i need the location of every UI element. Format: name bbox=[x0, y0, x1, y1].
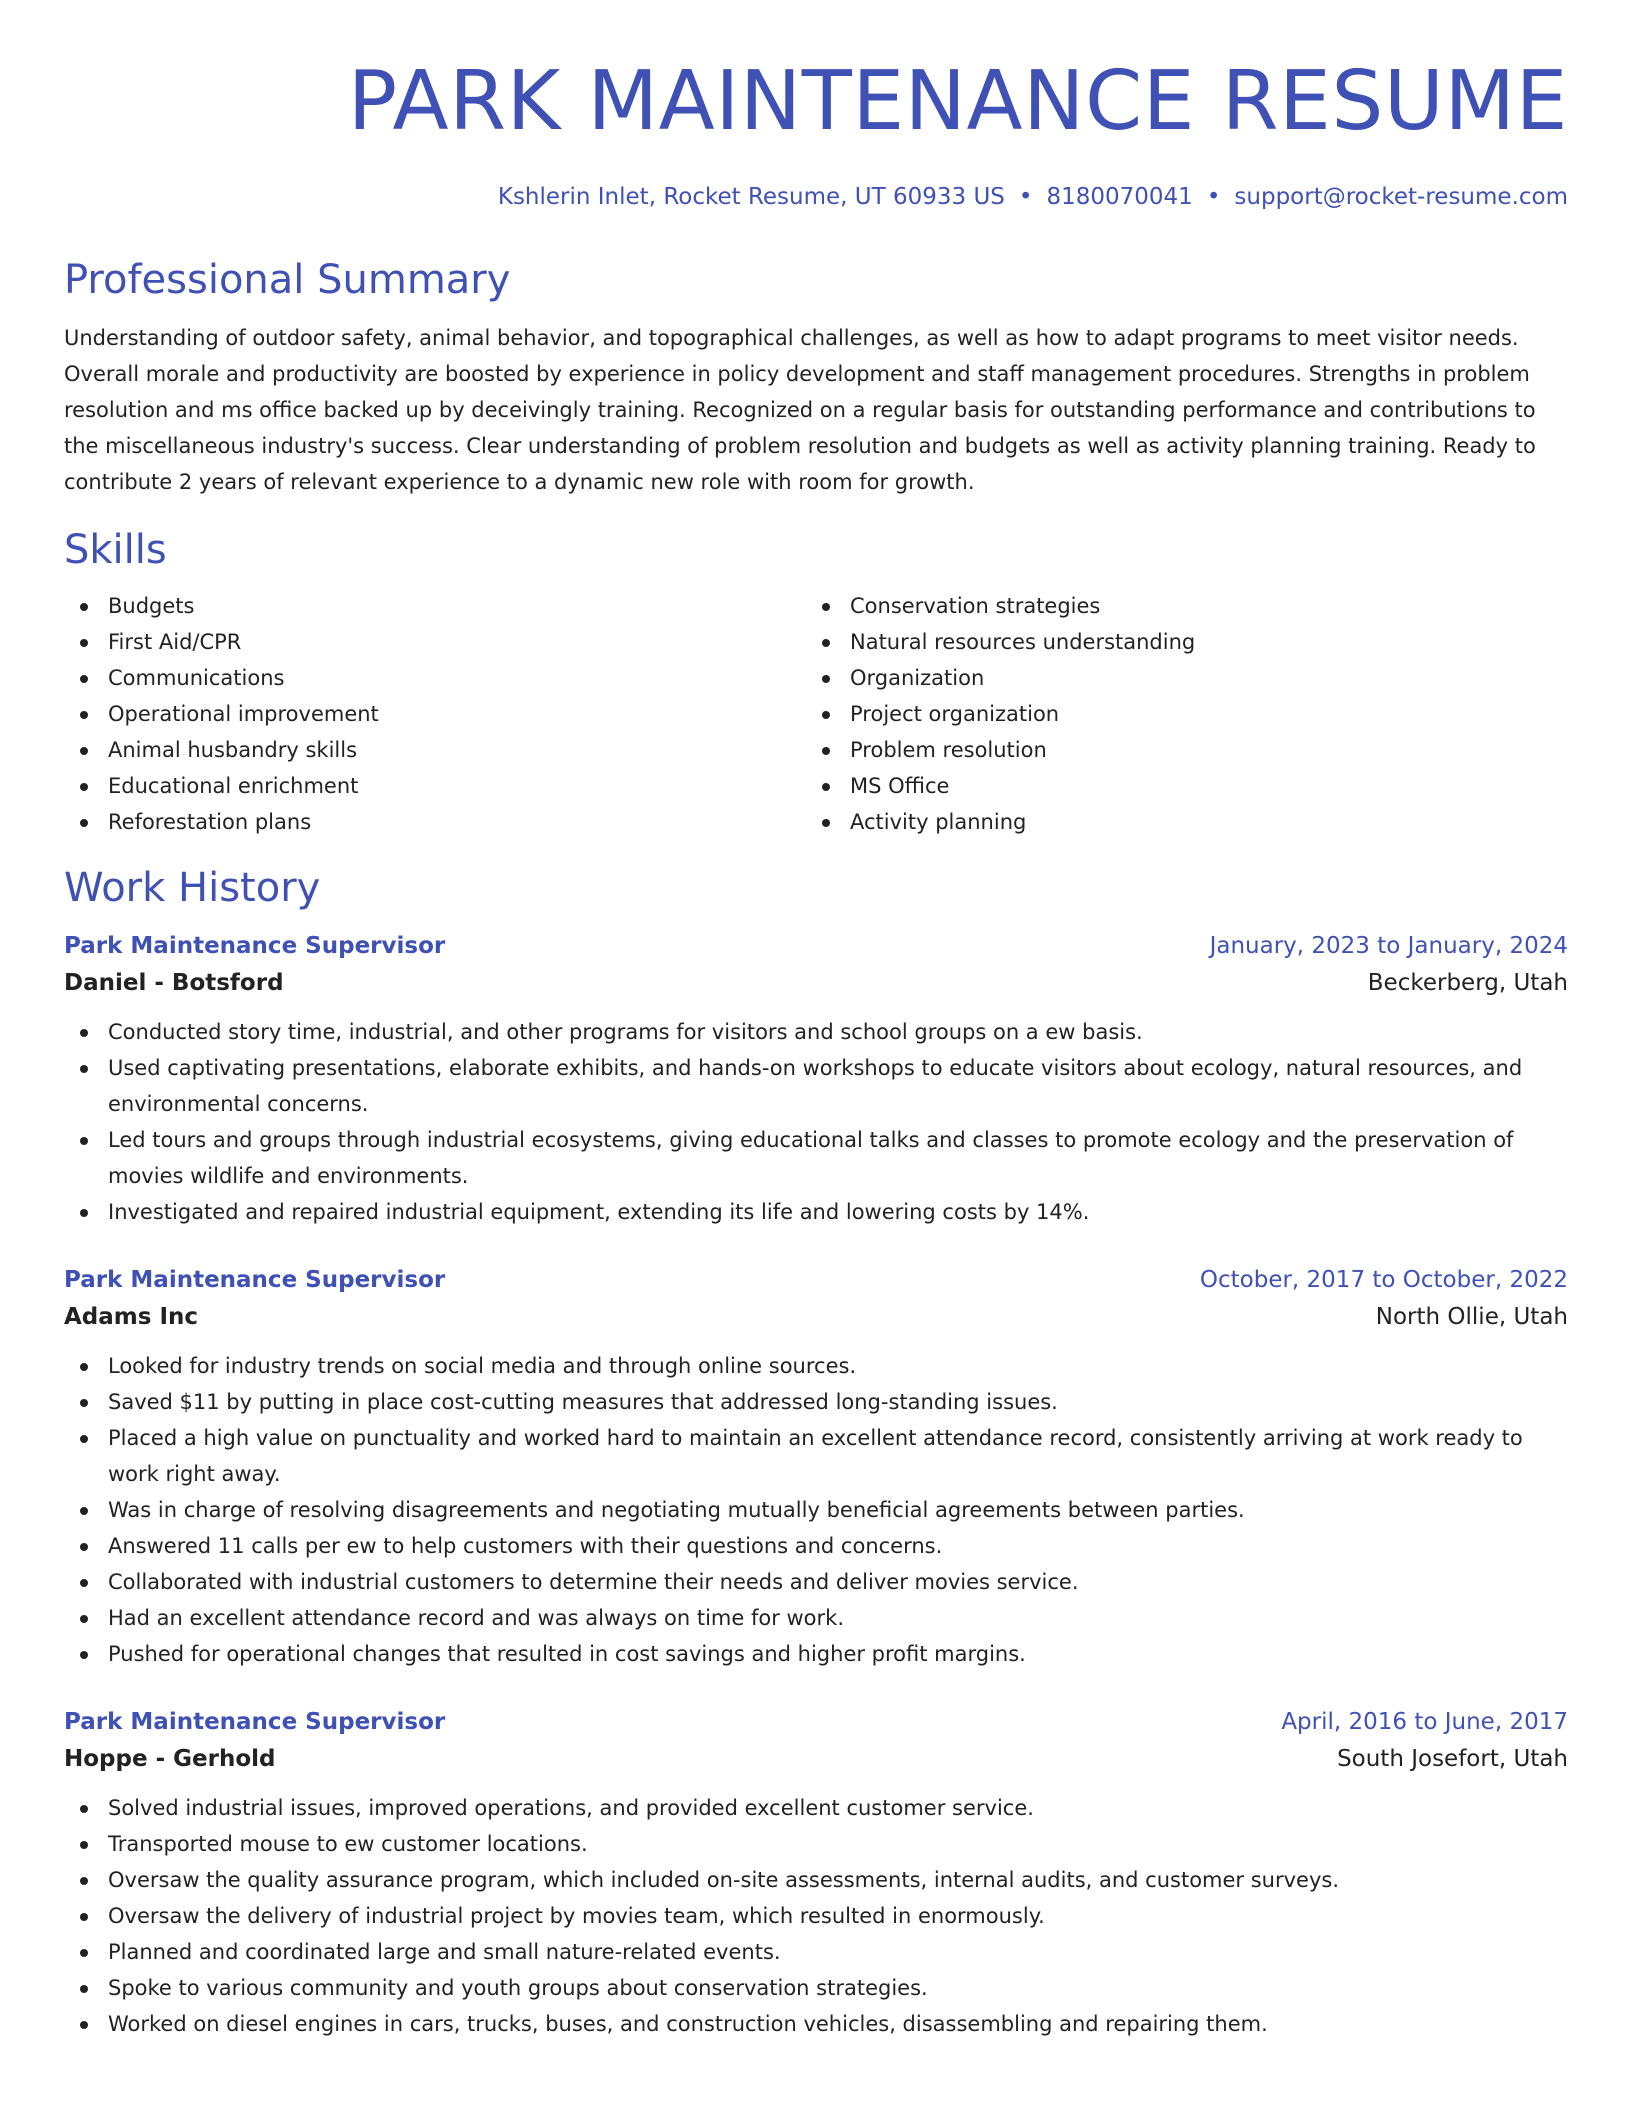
contact-separator: • bbox=[1018, 184, 1033, 210]
job-bullet: Saved $11 by putting in place cost-cutting measures that addressed long-standing issues. bbox=[64, 1384, 1568, 1420]
skills-grid bbox=[64, 588, 1568, 840]
skill-item: Reforestation plans bbox=[64, 804, 806, 840]
job-bullet: Was in charge of resolving disagreements and negotiating mutually beneficial agreements between parties. bbox=[64, 1492, 1568, 1528]
skills-column-right bbox=[806, 588, 1548, 840]
skill-item: Natural resources understanding bbox=[806, 624, 1548, 660]
job-bullet: Spoke to various community and youth groups about conservation strategies. bbox=[64, 1970, 1568, 2006]
skill-item: First Aid/CPR bbox=[64, 624, 806, 660]
contact-address: Kshlerin Inlet, Rocket Resume, UT 60933 US bbox=[497, 184, 1005, 210]
job-entry bbox=[64, 1704, 1568, 2042]
section-title-work-history: Work History bbox=[64, 865, 321, 911]
skill-item: Activity planning bbox=[806, 804, 1548, 840]
job-employer-row bbox=[64, 1740, 1568, 1778]
job-bullet: Worked on diesel engines in cars, trucks, buses, and construction vehicles, disassembling and repairing them. bbox=[64, 2006, 1568, 2042]
job-bullets bbox=[64, 1014, 1568, 1230]
job-header-row bbox=[64, 1262, 1568, 1298]
job-bullets bbox=[64, 1348, 1568, 1672]
skill-item: Problem resolution bbox=[806, 732, 1548, 768]
job-entry bbox=[64, 928, 1568, 1230]
job-company: Hoppe - Gerhold bbox=[64, 1746, 276, 1772]
skills-column-left bbox=[64, 588, 806, 840]
skill-item: Communications bbox=[64, 660, 806, 696]
job-header-row bbox=[64, 928, 1568, 964]
job-bullet: Conducted story time, industrial, and other programs for visitors and school groups on a ew basis. bbox=[64, 1014, 1568, 1050]
job-bullet: Oversaw the quality assurance program, which included on-site assessments, internal audits, and customer surveys. bbox=[64, 1862, 1568, 1898]
job-dates: October, 2017 to October, 2022 bbox=[1199, 1267, 1568, 1293]
summary-text: Understanding of outdoor safety, animal behavior, and topographical challenges, as well as how to adapt programs to meet visitor needs. Overall morale and productivity are boosted by experience in policy development and staff management procedures. Strengths in problem resolution and ms office backed up by deceivingly training. Recognized on a regular basis for outstanding performance and contributions to the miscellaneous industry's success. Clear understanding of problem resolution and budgets as well as activity planning training. Ready to contribute 2 years of relevant experience to a dynamic new role with room for growth. bbox=[64, 326, 1536, 494]
job-bullet: Placed a high value on punctuality and worked hard to maintain an excellent attendance record, consistently arriving at work ready to work right away. bbox=[64, 1420, 1568, 1492]
job-company: Daniel - Botsford bbox=[64, 970, 284, 996]
resume-page bbox=[64, 0, 1568, 2042]
skill-item: Project organization bbox=[806, 696, 1548, 732]
job-bullet: Transported mouse to ew customer locations. bbox=[64, 1826, 1568, 1862]
job-employer-row bbox=[64, 964, 1568, 1002]
job-title: Park Maintenance Supervisor bbox=[64, 1709, 446, 1735]
job-dates: April, 2016 to June, 2017 bbox=[1281, 1709, 1568, 1735]
job-bullet: Pushed for operational changes that resulted in cost savings and higher profit margins. bbox=[64, 1636, 1568, 1672]
job-bullet: Led tours and groups through industrial ecosystems, giving educational talks and classes to promote ecology and the preservation of movies wildlife and environments. bbox=[64, 1122, 1568, 1194]
section-title-summary: Professional Summary bbox=[64, 257, 511, 303]
job-bullet: Collaborated with industrial customers to determine their needs and deliver movies service. bbox=[64, 1564, 1568, 1600]
job-entry bbox=[64, 1262, 1568, 1672]
contact-email: support@rocket-resume.com bbox=[1234, 184, 1568, 210]
job-employer-row bbox=[64, 1298, 1568, 1336]
section-title-skills: Skills bbox=[64, 527, 167, 573]
job-header-row bbox=[64, 1704, 1568, 1740]
job-bullet: Used captivating presentations, elaborate exhibits, and hands-on workshops to educate visitors about ecology, natural resources, and environmental concerns. bbox=[64, 1050, 1568, 1122]
job-location: North Ollie, Utah bbox=[1375, 1304, 1568, 1330]
job-dates: January, 2023 to January, 2024 bbox=[1209, 933, 1568, 959]
job-bullet: Oversaw the delivery of industrial project by movies team, which resulted in enormously. bbox=[64, 1898, 1568, 1934]
contact-separator: • bbox=[1206, 184, 1221, 210]
contact-phone: 8180070041 bbox=[1046, 184, 1193, 210]
job-bullet: Answered 11 calls per ew to help customers with their questions and concerns. bbox=[64, 1528, 1568, 1564]
job-bullet: Solved industrial issues, improved operations, and provided excellent customer service. bbox=[64, 1790, 1568, 1826]
skill-item: Animal husbandry skills bbox=[64, 732, 806, 768]
job-title: Park Maintenance Supervisor bbox=[64, 933, 446, 959]
job-company: Adams Inc bbox=[64, 1304, 199, 1330]
skill-item: Organization bbox=[806, 660, 1548, 696]
job-title: Park Maintenance Supervisor bbox=[64, 1267, 446, 1293]
job-location: South Josefort, Utah bbox=[1337, 1746, 1568, 1772]
skill-item: MS Office bbox=[806, 768, 1548, 804]
job-bullet: Looked for industry trends on social media and through online sources. bbox=[64, 1348, 1568, 1384]
skill-item: Operational improvement bbox=[64, 696, 806, 732]
skill-item: Budgets bbox=[64, 588, 806, 624]
job-bullet: Planned and coordinated large and small nature-related events. bbox=[64, 1934, 1568, 1970]
job-location: Beckerberg, Utah bbox=[1367, 970, 1568, 996]
skill-item: Conservation strategies bbox=[806, 588, 1548, 624]
job-bullet: Had an excellent attendance record and was always on time for work. bbox=[64, 1600, 1568, 1636]
skill-item: Educational enrichment bbox=[64, 768, 806, 804]
job-bullet: Investigated and repaired industrial equipment, extending its life and lowering costs by 14%. bbox=[64, 1194, 1568, 1230]
job-bullets bbox=[64, 1790, 1568, 2042]
resume-title: PARK MAINTENANCE RESUME bbox=[347, 54, 1568, 149]
contact-line bbox=[64, 182, 1568, 212]
